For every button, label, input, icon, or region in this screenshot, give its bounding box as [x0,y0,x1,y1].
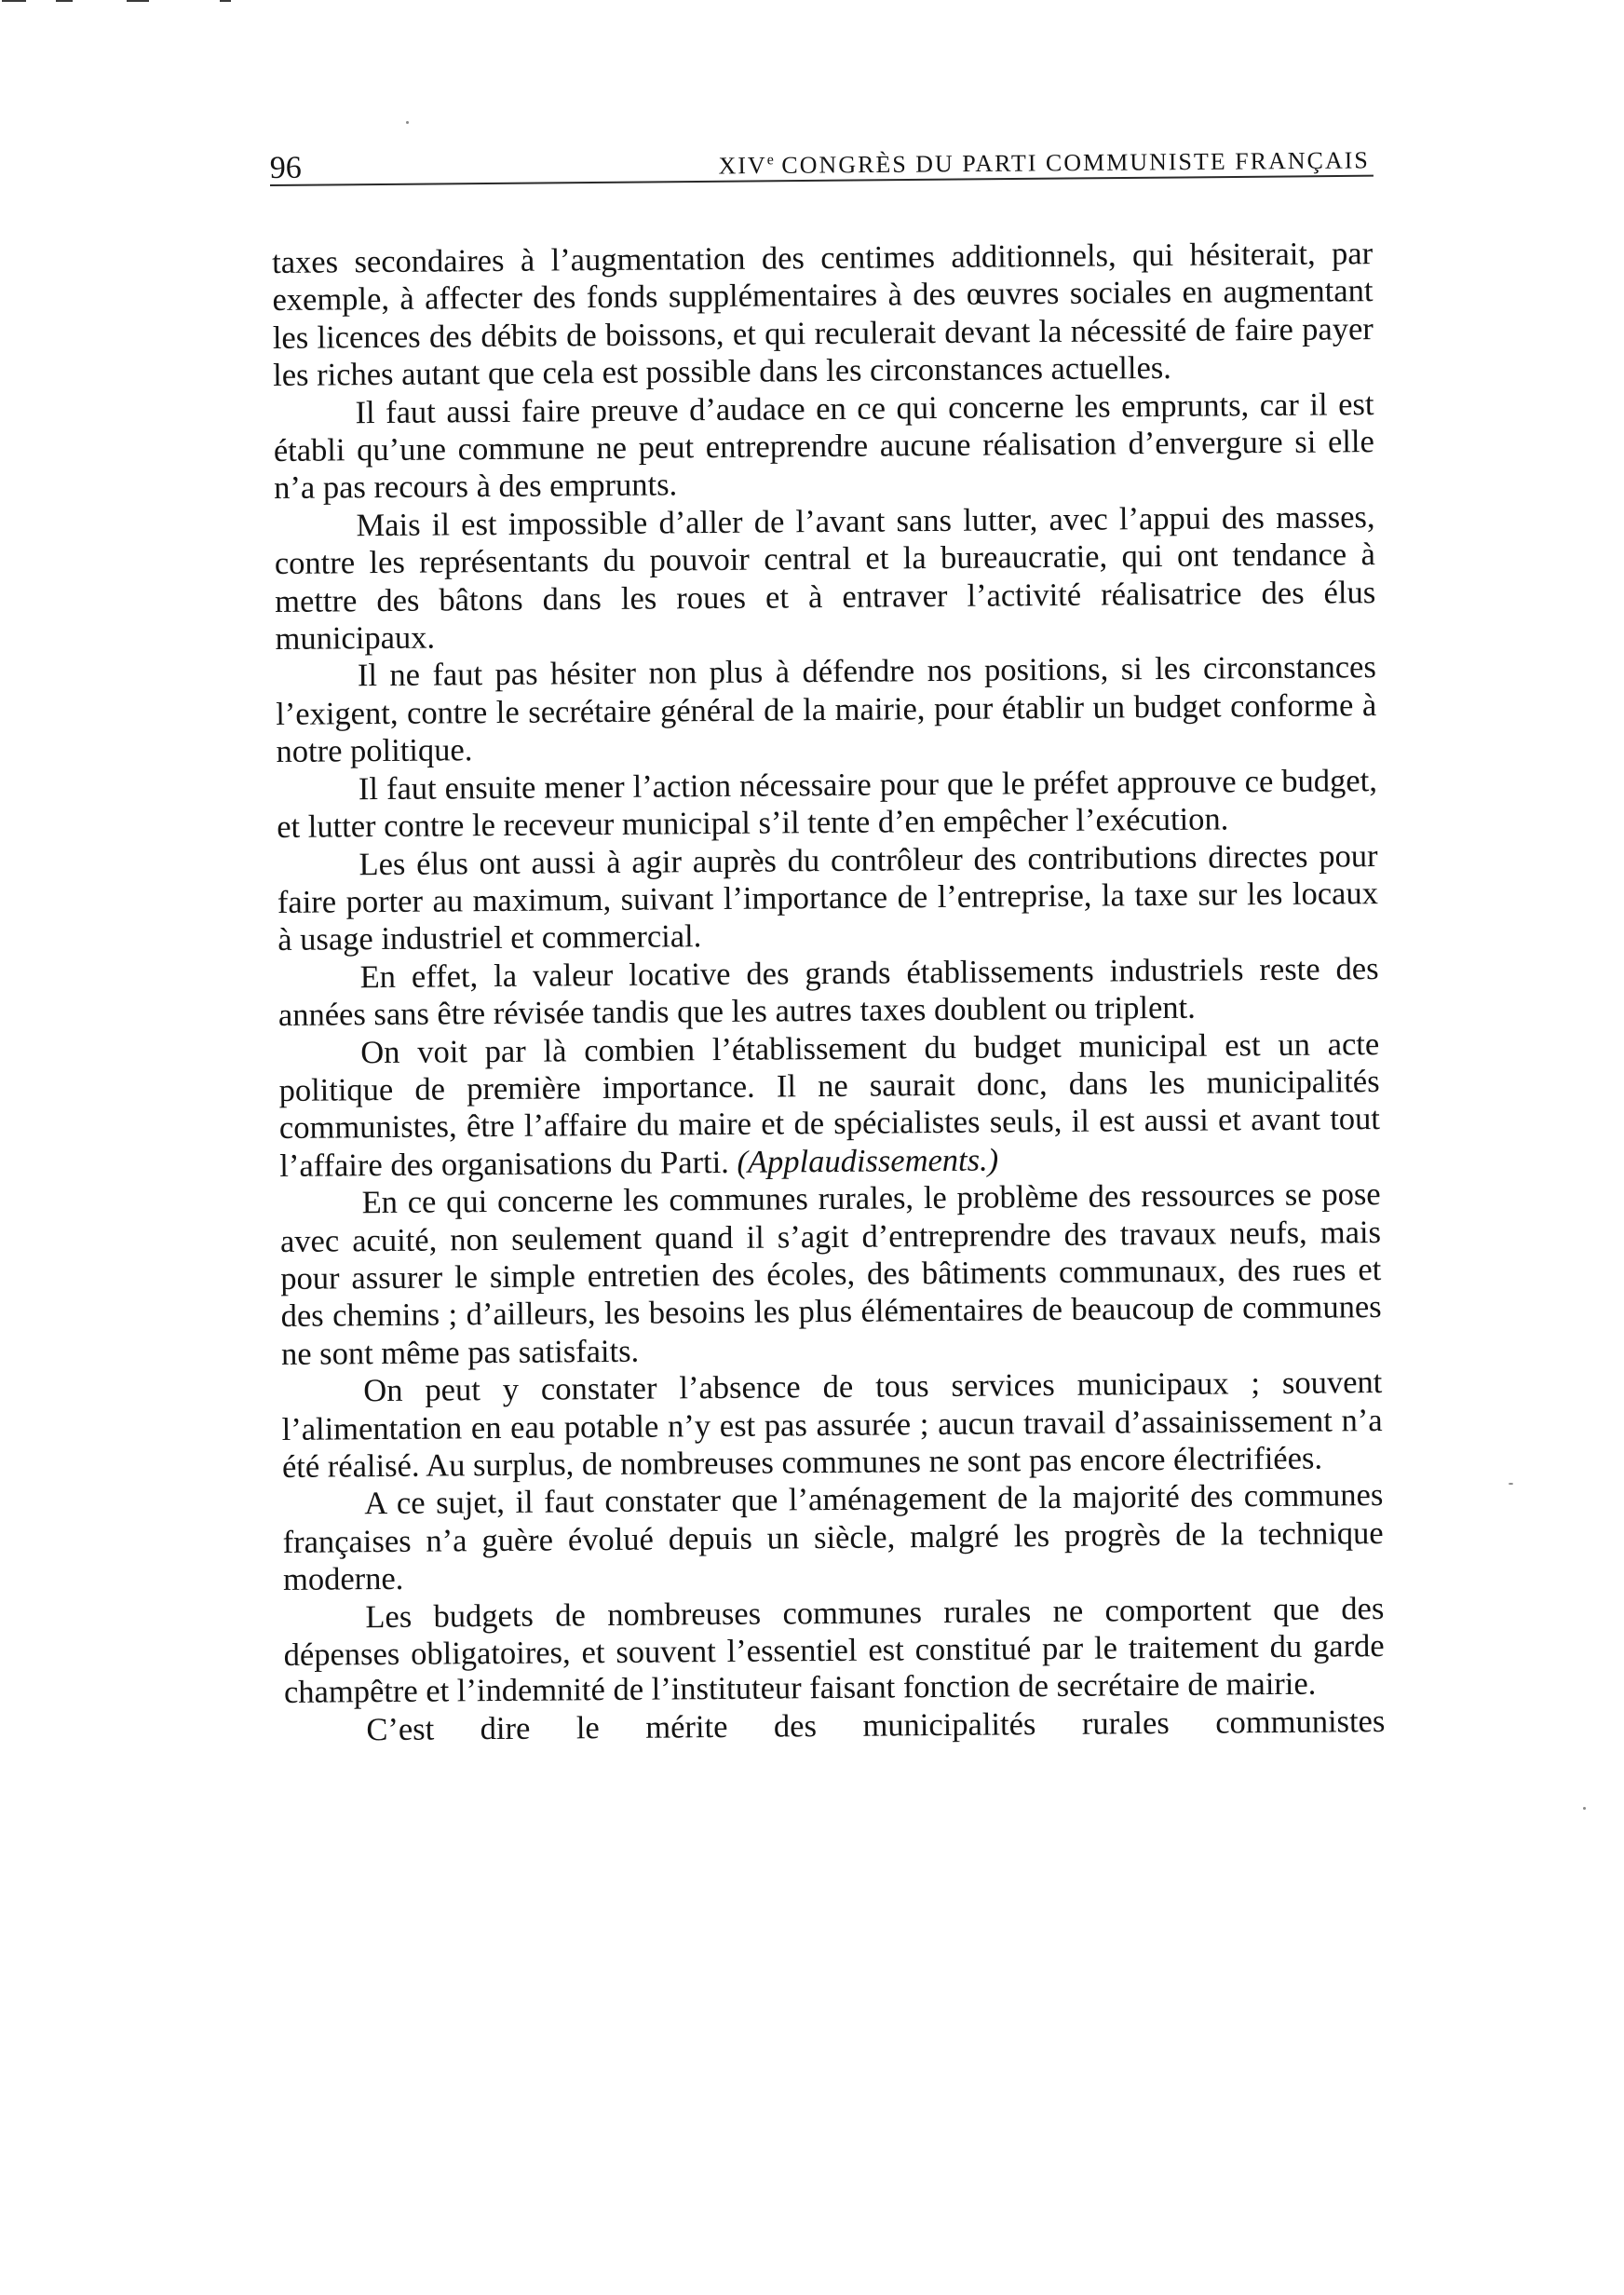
paragraph: taxes secondaires à l’augmentation des centimes additionnels, qui hésiterait, par exemple, à affecter des fonds supplémentaires à des œuvres sociales en augmentant les licences des débits de boissons, et qui reculerait devant la nécessité de faire payer les riches autant que cela est possible dans les circonstances actuelles. [272,236,1374,394]
paragraph: On peut y constater l’absence de tous services municipaux ; souvent l’alimentation en eau potable n’y est pas assurée ; aucun travail d’assainissement n’a été réalisé. Au surplus, de nombreuses communes ne sont pas encore électrifiées. [281,1365,1383,1485]
applause-note: (Applaudissements.) [737,1142,999,1180]
paragraph: C’est dire le mérite des municipalités rurales communistes [366,1703,1386,1748]
paragraph: En effet, la valeur locative des grands établissements industriels reste des années sans être révisée tandis que les autres taxes doublent ou triplent. [277,950,1379,1034]
paragraph: A ce sujet, il faut constater que l’aménagement de la majorité des communes françaises n’a guère évolué depuis un siècle, malgré les progrès de la technique moderne. [282,1477,1384,1598]
paragraph: Les élus ont aussi à agir auprès du contrôleur des contributions directes pour faire porter au maximum, suivant l’importance de l’entreprise, la taxe sur les locaux à usage industriel et commercial. [277,837,1379,958]
paragraph: Mais il est impossible d’aller de l’avant sans lutter, avec l’appui des masses, contre les représentants du pouvoir central et la bureaucratie, qui ont tendance à mettre des bâtons dans les roues et à entraver l’activité réalisatrice des élus municipaux. [274,498,1376,658]
scan-artifact [127,0,149,2]
scan-artifact [220,0,231,2]
scan-speck [406,121,409,124]
running-head [718,142,1370,181]
paragraph: Les budgets de nombreuses communes rurales ne comportent que des dépenses obligatoires, et souvent l’essentiel est constitué par le traitement du garde champêtre et l’indemnité de l’instituteur faisant fonction de secrétaire de mairie. [283,1590,1385,1711]
scan-artifact [2,0,26,2]
running-head-title: CONGRÈS DU PARTI COMMUNISTE FRANÇAIS [773,146,1370,179]
scan-artifact [56,0,73,2]
paragraph: Il ne faut pas hésiter non plus à défendre nos positions, si les circonstances l’exigent, contre le secrétaire général de la mairie, pour établir un budget conforme à notre politique. [276,649,1377,770]
body-text [272,235,1385,1749]
page-header [270,138,1374,186]
running-head-superscript: e [766,152,774,169]
paragraph: Il faut ensuite mener l’action nécessaire pour que le préfet approuve ce budget, et lutter contre le receveur municipal s’il tente d’en empêcher l’exécution. [277,762,1378,846]
paragraph-text: On voit par là combien l’établissement du budget municipal est un acte politique de première importance. Il ne saurait donc, dans les municipalités communistes, être l’affaire du maire et de spécialistes seuls, il est aussi et avant tout l’affaire des organisations du Parti. [278,1025,1381,1184]
paragraph-with-applause [278,1025,1380,1186]
paragraph: En ce qui concerne les communes rurales, le problème des ressources se pose avec acuité, non seulement quand il s’agit d’entreprendre des travaux neufs, mais pour assurer le simple entretien des écoles, des bâtiments communaux, des rues et des chemins ; d’ailleurs, les besoins les plus élémentaires de beaucoup de communes ne sont même pas satisfaits. [279,1176,1382,1372]
page-number: 96 [269,150,302,186]
scan-speck [1583,1807,1586,1810]
paragraph: Il faut aussi faire preuve d’audace en ce qui concerne les emprunts, car il est établi qu’une commune ne peut entreprendre aucune réalisation d’envergure si elle n’a pas recours à des emprunts. [273,386,1374,507]
running-head-prefix: XIV [718,151,767,180]
scan-speck [1509,1483,1513,1485]
